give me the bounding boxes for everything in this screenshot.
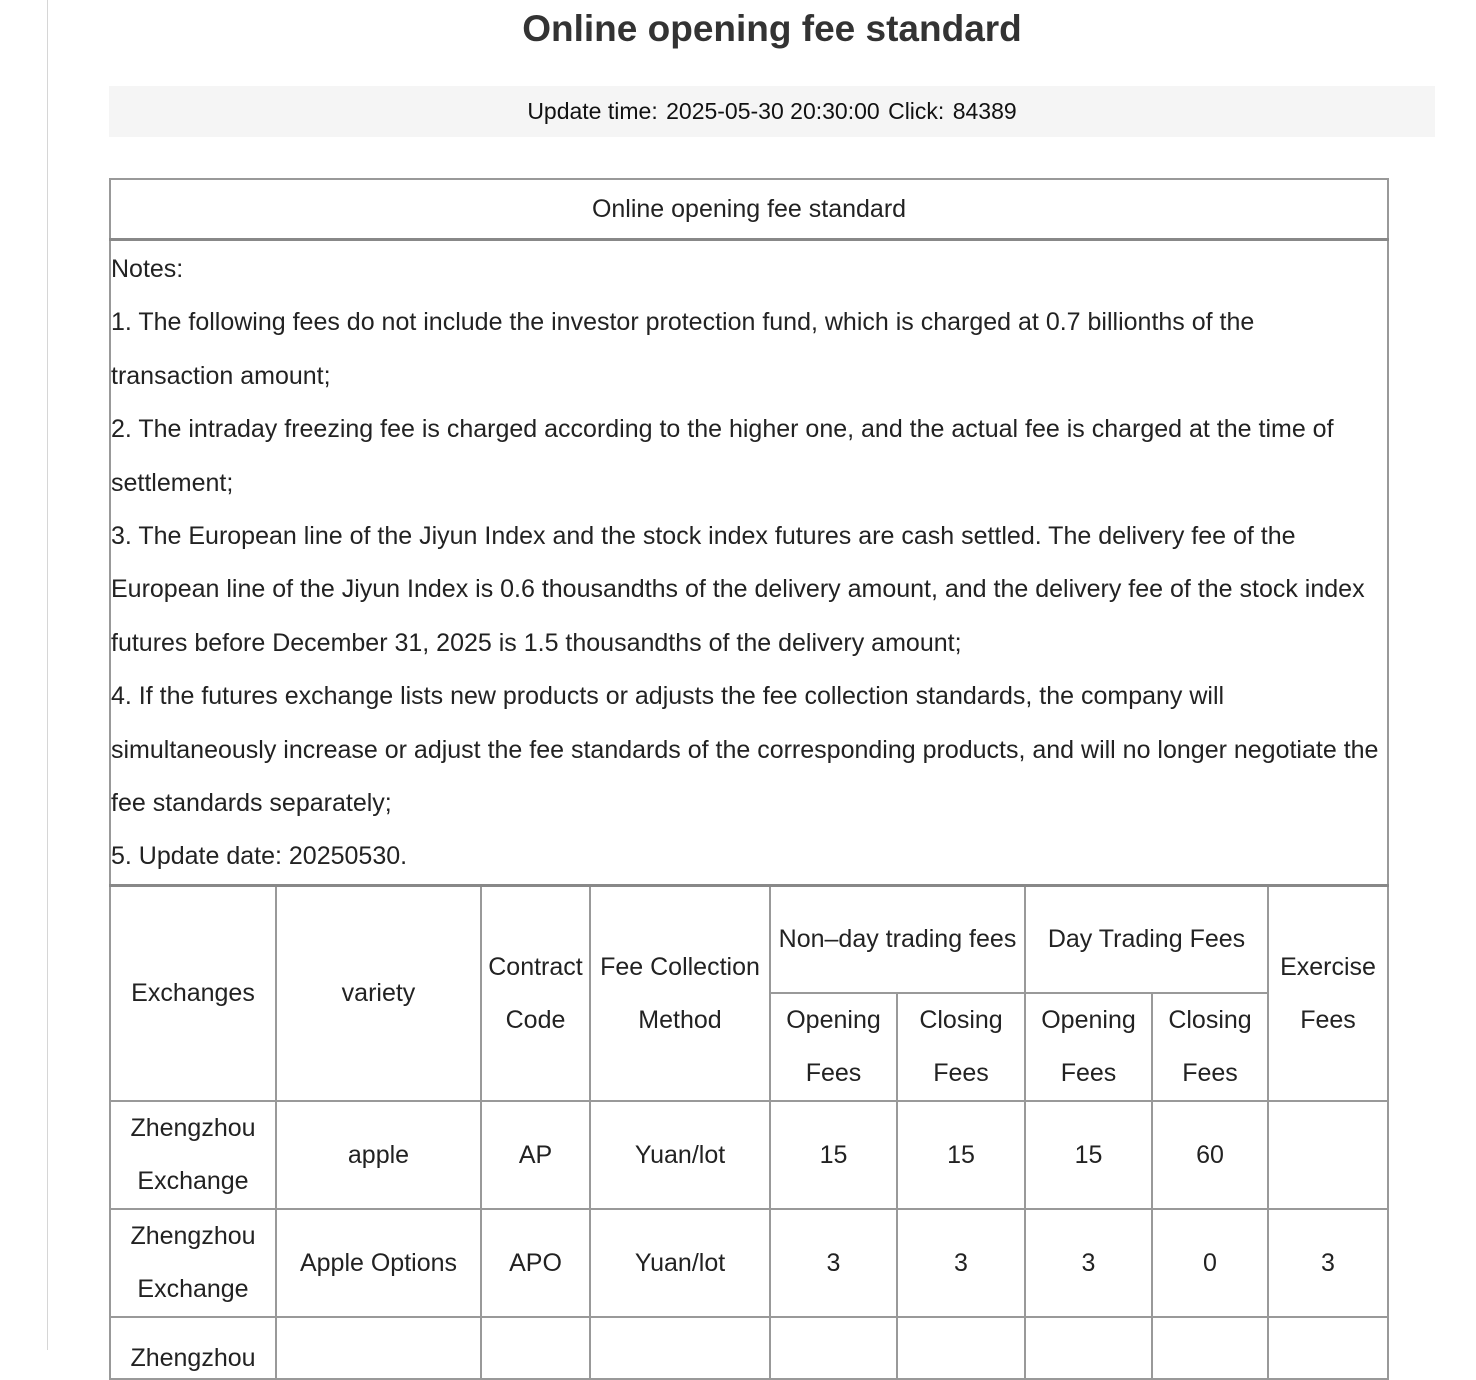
update-time-value: 2025-05-30 20:30:00: [666, 98, 880, 124]
update-time-label: Update time:: [527, 98, 658, 124]
col-header-non-day-closing: Closing Fees: [897, 993, 1025, 1101]
col-header-day-closing: Closing Fees: [1152, 993, 1268, 1101]
col-group-non-day-trading: Non–day trading fees: [770, 885, 1025, 993]
notes-section: [110, 240, 1388, 886]
table-row: [110, 1317, 1388, 1379]
note-item-1: 1. The following fees do not include the investor protection fund, which is charged at 0.7 billionths of the transaction amount;: [111, 308, 1255, 390]
cell-day-closing: 0: [1152, 1209, 1268, 1317]
fee-standard-table: [109, 178, 1389, 1380]
cell-exercise-fee: [1268, 1101, 1388, 1209]
cell-exchange: Zhengzhou Exchange: [110, 1101, 276, 1209]
cell-fee-method: [590, 1317, 770, 1379]
note-item-4: 4. If the futures exchange lists new products or adjusts the fee collection standards, the company will simultaneously increase or adjust the fee standards of the corresponding products, and will no longer negotiate the fee standards separately;: [111, 682, 1379, 818]
cell-day-closing: [1152, 1317, 1268, 1379]
col-header-day-opening: Opening Fees: [1025, 993, 1152, 1101]
col-header-non-day-opening: Opening Fees: [770, 993, 897, 1101]
page-title: Online opening fee standard: [522, 8, 1022, 49]
cell-non-day-opening: [770, 1317, 897, 1379]
cell-contract-code: AP: [481, 1101, 590, 1209]
cell-exercise-fee: 3: [1268, 1209, 1388, 1317]
cell-non-day-closing: [897, 1317, 1025, 1379]
cell-variety: Apple Options: [276, 1209, 481, 1317]
cell-day-opening: 15: [1025, 1101, 1152, 1209]
cell-non-day-closing: 15: [897, 1101, 1025, 1209]
cell-exercise-fee: [1268, 1317, 1388, 1379]
table-row: [110, 1101, 1388, 1209]
cell-non-day-opening: 15: [770, 1101, 897, 1209]
note-item-2: 2. The intraday freezing fee is charged according to the higher one, and the actual fee is charged at the time of settlement;: [111, 415, 1334, 497]
cell-contract-code: [481, 1317, 590, 1379]
cell-fee-method: Yuan/lot: [590, 1101, 770, 1209]
note-item-3: 3. The European line of the Jiyun Index and the stock index futures are cash settled. The delivery fee of the European line of the Jiyun Index is 0.6 thousandths of the delivery amount, and the delivery fee of the stock index futures before December 31, 2025 is 1.5 thousandths of the delivery amount;: [111, 522, 1365, 657]
cell-variety: [276, 1317, 481, 1379]
cell-exchange: [110, 1317, 276, 1379]
col-header-fee-method: Fee Collection Method: [590, 885, 770, 1101]
cell-non-day-closing: 3: [897, 1209, 1025, 1317]
cell-non-day-opening: 3: [770, 1209, 897, 1317]
col-header-exercise-fees: Exercise Fees: [1268, 885, 1388, 1101]
col-header-exchanges: Exchanges: [110, 885, 276, 1101]
click-count-value: 84389: [952, 98, 1017, 124]
click-count-label: Click:: [888, 98, 945, 124]
cell-day-opening: 3: [1025, 1209, 1152, 1317]
table-row: [110, 1209, 1388, 1317]
cell-variety: apple: [276, 1101, 481, 1209]
cell-fee-method: Yuan/lot: [590, 1209, 770, 1317]
col-group-day-trading: Day Trading Fees: [1025, 885, 1268, 993]
article-meta-bar: [109, 86, 1435, 137]
col-header-contract-code: Contract Code: [481, 885, 590, 1101]
note-item-5: 5. Update date: 20250530.: [111, 842, 408, 871]
col-header-variety: variety: [276, 885, 481, 1101]
left-border-rule: [47, 0, 48, 1350]
cell-day-closing: 60: [1152, 1101, 1268, 1209]
notes-title: Notes:: [111, 255, 184, 283]
cell-exchange-text: Zhengzhou: [130, 1344, 256, 1373]
cell-contract-code: APO: [481, 1209, 590, 1317]
table-caption: Online opening fee standard: [110, 179, 1388, 240]
cell-exchange: Zhengzhou Exchange: [110, 1209, 276, 1317]
cell-day-opening: [1025, 1317, 1152, 1379]
